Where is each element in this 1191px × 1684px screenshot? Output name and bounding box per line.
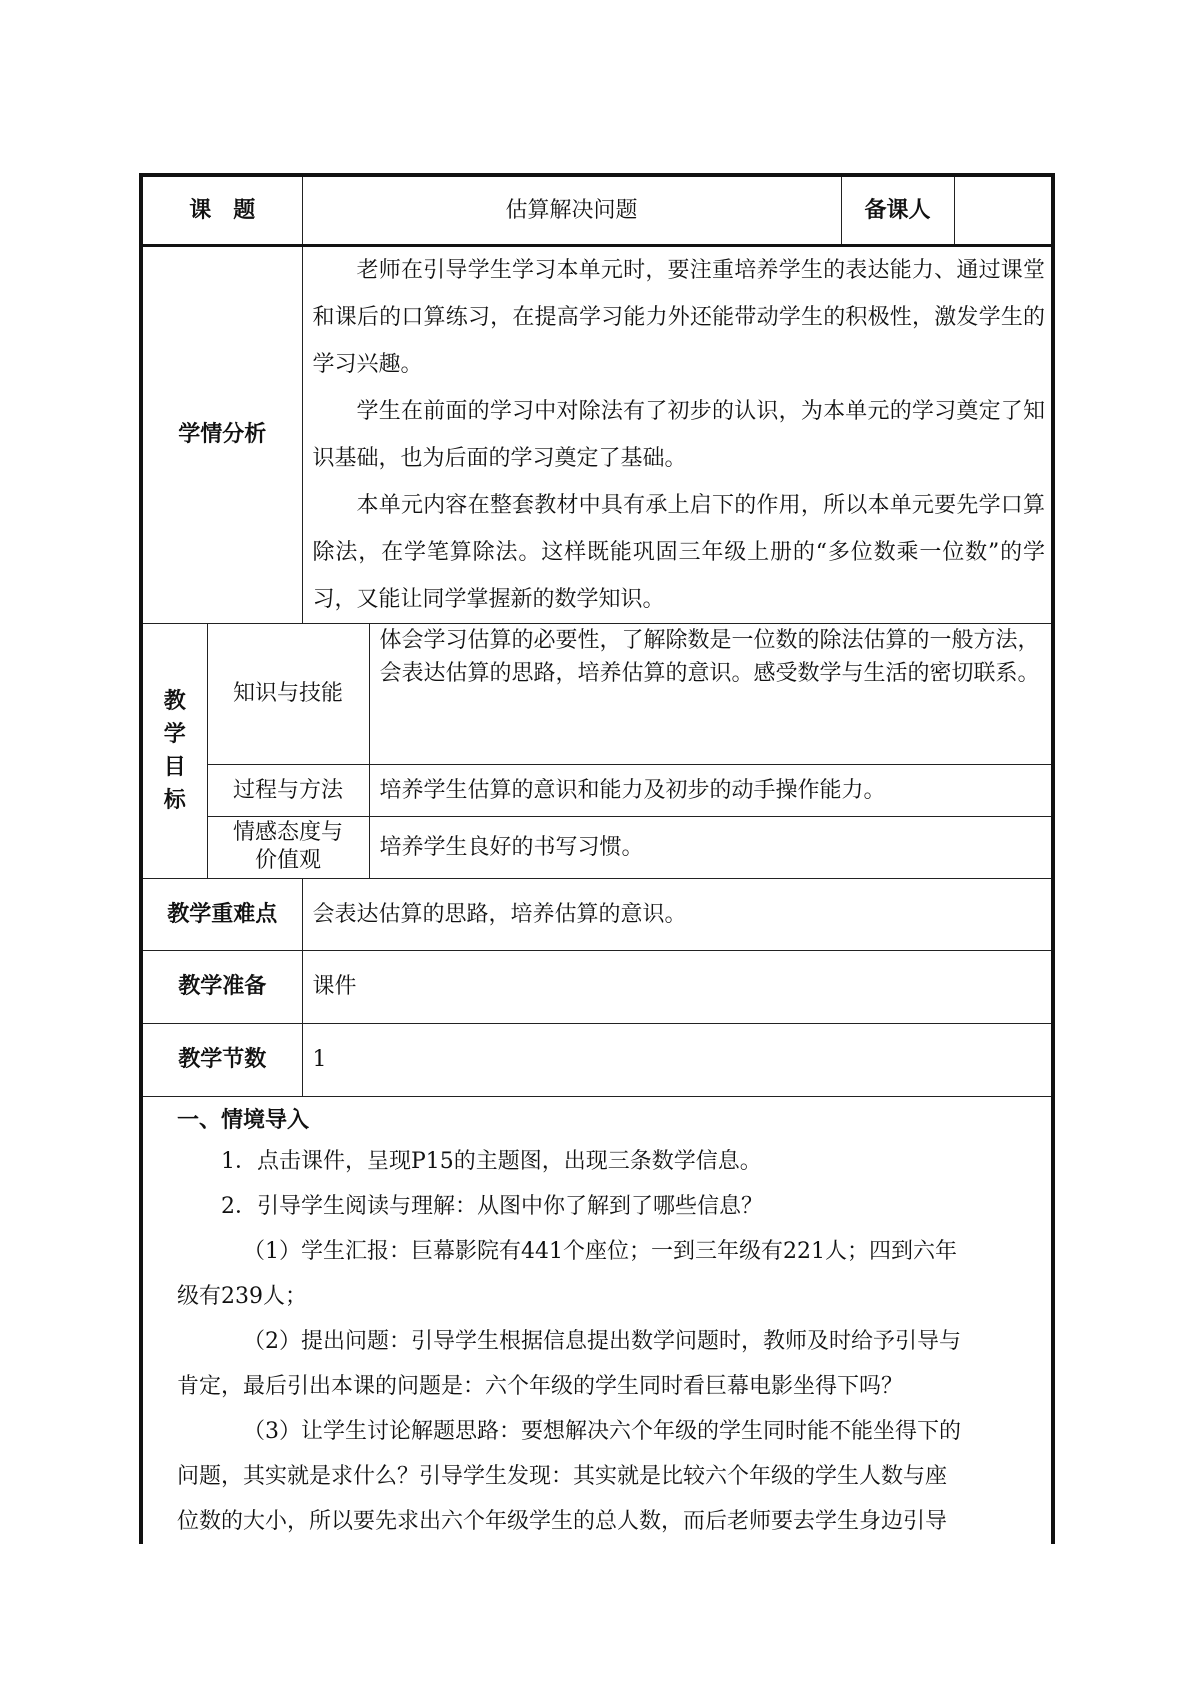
goals-label-char: 目	[163, 754, 186, 780]
goal-row-attitude	[141, 816, 1053, 878]
analysis-row	[141, 245, 1053, 623]
analysis-label: 学情分析	[141, 245, 302, 623]
key-points-row	[141, 878, 1053, 950]
process-row	[141, 1096, 1053, 1544]
section-title: 一、情境导入	[177, 1107, 310, 1133]
goal-name-process: 过程与方法	[207, 764, 369, 816]
process-content	[141, 1096, 1053, 1544]
preparer-value	[954, 175, 1053, 245]
process-line: 位数的大小，所以要先求出六个年级学生的总人数，而后老师要去学生身边引导	[177, 1508, 948, 1534]
preparation-value: 课件	[302, 950, 1053, 1023]
goals-label-char: 标	[163, 787, 186, 813]
topic-value: 估算解决问题	[302, 175, 841, 245]
periods-label: 教学节数	[141, 1023, 302, 1096]
goals-label-char: 学	[163, 721, 186, 747]
preparer-label: 备课人	[841, 175, 954, 245]
process-line: 肯定，最后引出本课的问题是：六个年级的学生同时看巨幕电影坐得下吗？	[177, 1373, 904, 1399]
goals-label-char: 教	[163, 688, 186, 714]
process-line: （2）提出问题：引导学生根据信息提出数学问题时，教师及时给予引导与	[243, 1328, 961, 1354]
process-line: （1）学生汇报：巨幕影院有441个座位；一到三年级有221人；四到六年	[243, 1238, 957, 1264]
periods-value: 1	[302, 1023, 1053, 1096]
preparation-row	[141, 950, 1053, 1023]
goal-text-process: 培养学生估算的意识和能力及初步的动手操作能力。	[369, 764, 1053, 816]
header-row	[141, 175, 1053, 245]
goal-name-attitude-line: 价值观	[255, 848, 322, 873]
topic-label: 课 题	[141, 175, 302, 245]
goal-name-attitude	[207, 816, 369, 878]
key-points-value: 会表达估算的思路，培养估算的意识。	[302, 878, 1053, 950]
analysis-paragraph: 老师在引导学生学习本单元时，要注重培养学生的表达能力、通过课堂和课后的口算练习，在提高学习能力外还能带动学生的积极性，激发学生的学习兴趣。	[312, 257, 1046, 377]
preparation-label: 教学准备	[141, 950, 302, 1023]
key-points-label: 教学重难点	[141, 878, 302, 950]
goal-name-attitude-line: 情感态度与	[233, 820, 344, 845]
analysis-content	[302, 245, 1053, 623]
process-line: 级有239人；	[177, 1283, 307, 1309]
process-line: （3）让学生讨论解题思路：要想解决六个年级的学生同时能不能坐得下的	[243, 1418, 961, 1444]
process-line: 2．引导学生阅读与理解：从图中你了解到了哪些信息？	[221, 1193, 763, 1219]
goal-text-attitude: 培养学生良好的书写习惯。	[369, 816, 1053, 878]
goal-row-process	[141, 764, 1053, 816]
goal-text-knowledge: 体会学习估算的必要性，了解除数是一位数的除法估算的一般方法，会表达估算的思路，培养估算的意识。感受数学与生活的密切联系。	[369, 623, 1053, 764]
process-line: 问题，其实就是求什么？引导学生发现：其实就是比较六个年级的学生人数与座	[177, 1463, 948, 1489]
goal-row-knowledge	[141, 623, 1053, 764]
lesson-plan-table	[139, 173, 1055, 1544]
analysis-paragraph: 本单元内容在整套教材中具有承上启下的作用，所以本单元要先学口算除法，在学笔算除法。这样既能巩固三年级上册的“多位数乘一位数”的学习，又能让同学掌握新的数学知识。	[312, 492, 1046, 612]
analysis-paragraph: 学生在前面的学习中对除法有了初步的认识，为本单元的学习奠定了知识基础，也为后面的学习奠定了基础。	[312, 398, 1046, 471]
goal-name-knowledge: 知识与技能	[207, 623, 369, 764]
goals-label	[141, 623, 207, 878]
periods-row	[141, 1023, 1053, 1096]
process-line: 1．点击课件，呈现P15的主题图，出现三条数学信息。	[221, 1148, 762, 1174]
